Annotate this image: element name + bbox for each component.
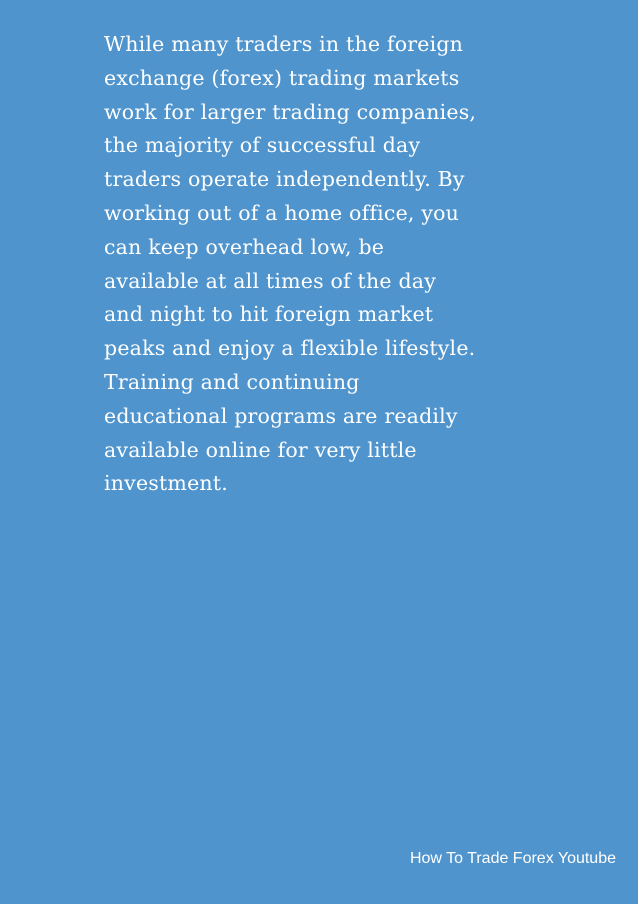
body-line: available online for very little: [104, 437, 417, 462]
body-line: peaks and enjoy a flexible lifestyle.: [104, 336, 476, 361]
body-line: educational programs are readily: [104, 403, 458, 428]
body-line: and night to hit foreign market: [104, 302, 434, 327]
body-line: the majority of successful day: [104, 133, 421, 158]
body-line: exchange (forex) trading markets: [104, 65, 460, 90]
body-line: work for larger trading companies,: [104, 99, 477, 124]
body-line: While many traders in the foreign: [104, 32, 464, 56]
body-line: working out of a home office, you: [104, 200, 460, 225]
body-paragraph: [104, 28, 544, 501]
body-line: available at all times of the day: [104, 268, 436, 293]
body-line: can keep overhead low, be: [104, 234, 385, 259]
body-line: investment.: [104, 471, 228, 496]
body-line: traders operate independently. By: [104, 167, 465, 192]
body-line: Training and continuing: [104, 369, 360, 394]
footer-title: How To Trade Forex Youtube: [409, 850, 616, 867]
